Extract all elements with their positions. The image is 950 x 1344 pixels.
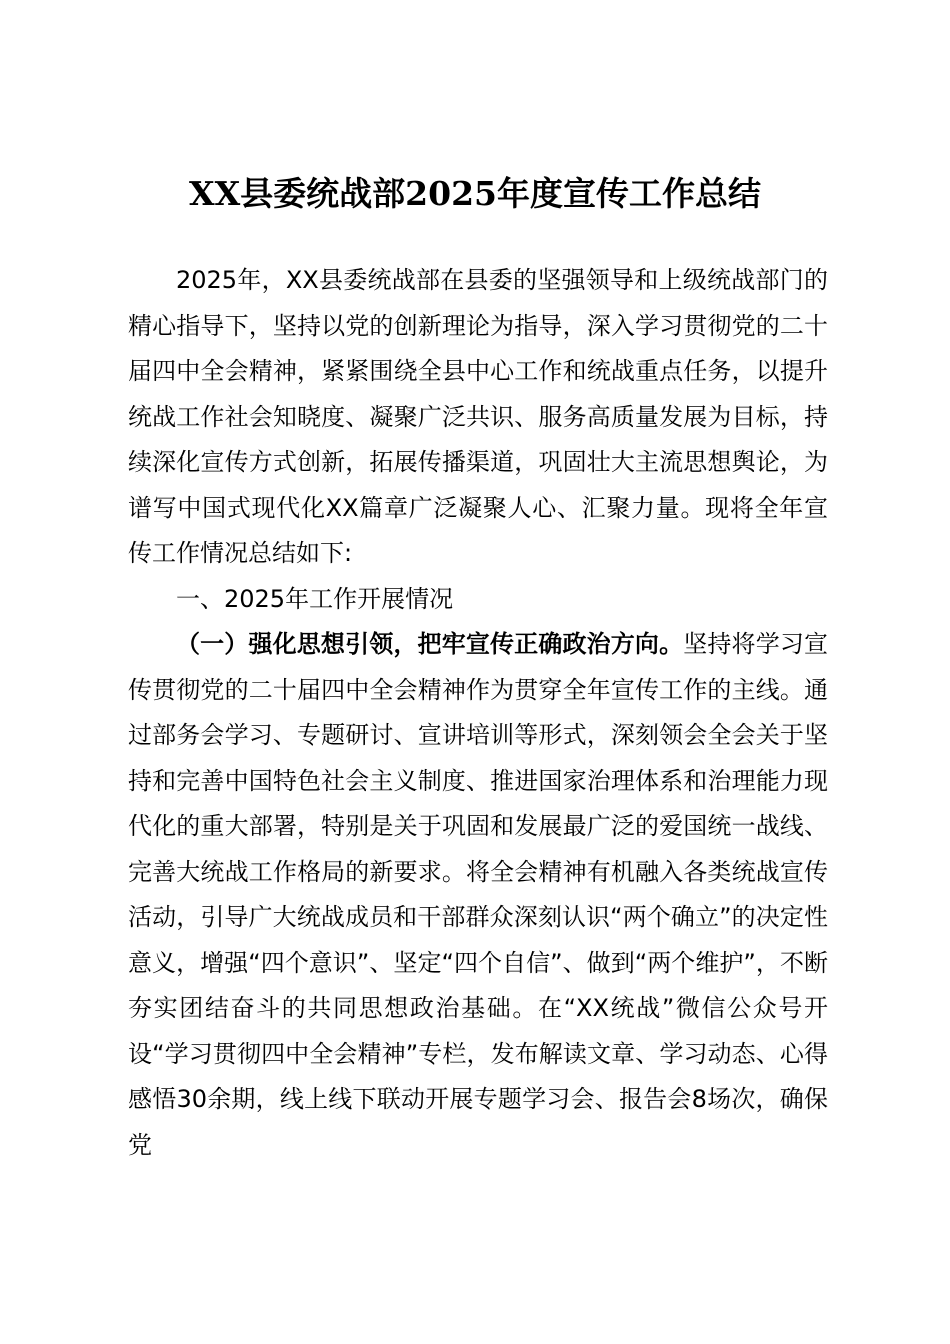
document-body	[128, 258, 828, 1168]
subsection-heading: （一）强化思想引领，把牢宣传正确政治方向。	[176, 630, 684, 658]
subsection-body: 坚持将学习宣传贯彻党的二十届四中全会精神作为贯穿全年宣传工作的主线。通过部务会学习、专题研讨、宣讲培训等形式，深刻领会全会关于坚持和完善中国特色社会主义制度、推进国家治理体系和治理能力现代化的重大部署，特别是关于巩固和发展最广泛的爱国统一战线、完善大统战工作格局的新要求。将全会精神有机融入各类统战宣传活动，引导广大统战成员和干部群众深刻认识“两个确立”的决定性意义，增强“四个意识”、坚定“四个自信”、做到“两个维护”，不断夯实团结奋斗的共同思想政治基础。在“XX统战”微信公众号开设“学习贯彻四中全会精神”专栏，发布解读文章、学习动态、心得感悟30余期，线上线下联动开展专题学习会、报告会8场次，确保党	[128, 630, 829, 1159]
document-title: XX县委统战部2025年度宣传工作总结	[188, 174, 762, 213]
subsection-paragraph	[128, 622, 828, 1168]
intro-paragraph: 2025年，XX县委统战部在县委的坚强领导和上级统战部门的精心指导下，坚持以党的创新理论为指导，深入学习贯彻党的二十届四中全会精神，紧紧围绕全县中心工作和统战重点任务，以提升统战工作社会知晓度、凝聚广泛共识、服务高质量发展为目标，持续深化宣传方式创新，拓展传播渠道，巩固壮大主流思想舆论，为谱写中国式现代化XX篇章广泛凝聚人心、汇聚力量。现将全年宣传工作情况总结如下:	[128, 266, 828, 567]
section-heading: 一、2025年工作开展情况	[176, 584, 454, 613]
